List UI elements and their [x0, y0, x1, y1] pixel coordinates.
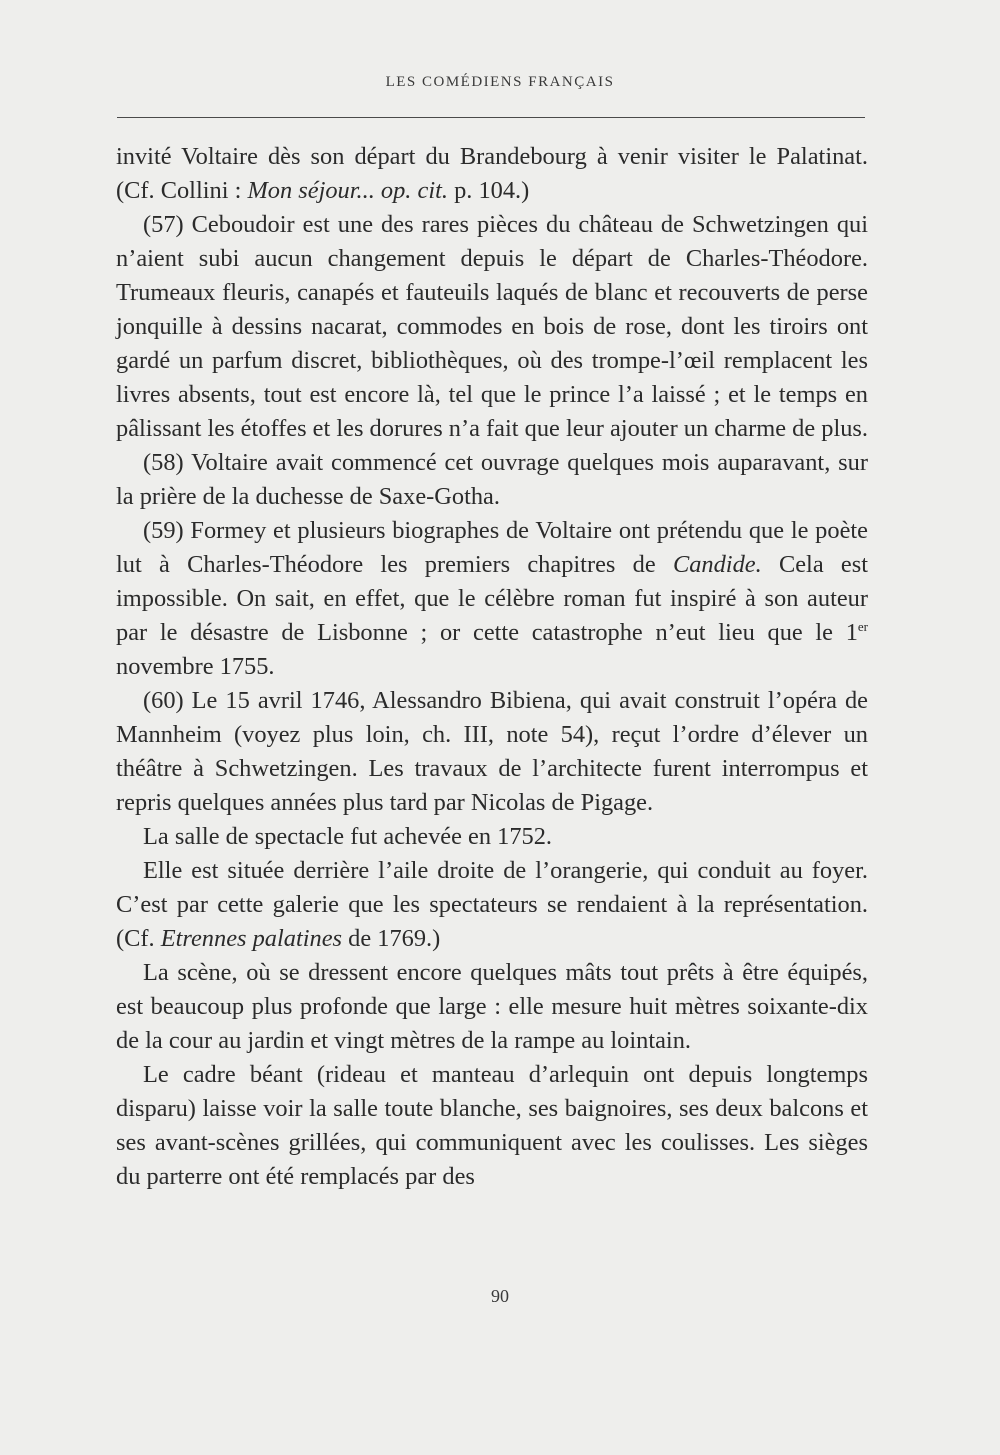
cited-title: Mon séjour... op. cit. — [247, 177, 448, 204]
paragraph: Elle est située derrière l’aile droite de l’orangerie, qui conduit au foyer. C’est par cette galerie que les spectateurs se rendaient à la représentation. (Cf. Etrennes palatines de 1769.) — [116, 857, 868, 952]
note-57: (57) Ceboudoir est une des rares pièces du château de Schwetzingen qui n’aient subi aucun changement depuis le départ de Charles-Théodore. Trumeaux fleuris, canapés et fauteuils laqués de blanc et recouverts de perse jonquille à dessins nacarat, commodes en bois de rose, dont les tiroirs ont gardé un parfum discret, bibliothèques, où des trompe-l’œil remplacent les livres absents, tout est encore là, tel que le prince l’a laissé ; et le temps en pâlissant les étoffes et les dorures n’a fait que leur ajouter un charme de plus. — [116, 211, 869, 442]
note-continuation: invité Voltaire dès son départ du Brandebourg à venir visiter le Palatinat. (Cf. Collini : Mon séjour... op. cit. p. 104.) — [116, 143, 868, 204]
note-60: (60) Le 15 avril 1746, Alessandro Bibiena, qui avait construit l’opéra de Mannheim (voyez plus loin, ch. III, note 54), reçut l’ordre d’élever un théâtre à Schwetzingen. Les travaux de l’architecte furent interrompus et repris quelques années plus tard par Nicolas de Pigage. — [116, 687, 868, 816]
page-number: 90 — [491, 1286, 509, 1306]
paragraph: La scène, où se dressent encore quelques mâts tout prêts à être équipés, est beaucoup plus profonde que large : elle mesure huit mètres soixante-dix de la cour au jardin et vingt mètres de la rampe au lointain. — [116, 959, 868, 1054]
cited-title: Etrennes palatines — [160, 925, 343, 952]
cited-title: Candide. — [672, 551, 762, 578]
note-58: (58) Voltaire avait commencé cet ouvrage quelques mois auparavant, sur la prière de la duchesse de Saxe-Gotha. — [116, 449, 868, 510]
notes-text — [116, 140, 868, 1194]
running-title: LES COMÉDIENS FRANÇAIS — [385, 74, 615, 90]
paragraph: La salle de spectacle fut achevée en 1752. — [143, 823, 553, 850]
paragraph: Le cadre béant (rideau et manteau d’arlequin ont depuis longtemps disparu) laisse voir la salle toute blanche, ses baignoires, ses deux balcons et ses avant-scènes grillées, qui communiquent avec les coulisses. Les sièges du parterre ont été remplacés par des — [116, 1061, 868, 1190]
ordinal-superscript: er — [857, 618, 868, 634]
note-59: (59) Formey et plusieurs biographes de Voltaire ont prétendu que le poète lut à Charles-Théodore les premiers chapitres de Candide. Cela est impossible. On sait, en effet, que le célèbre roman fut inspiré à son auteur par le désastre de Lisbonne ; or cette catastrophe n’eut lieu que le 1er novembre 1755. — [116, 517, 868, 680]
header-rule — [117, 117, 865, 118]
